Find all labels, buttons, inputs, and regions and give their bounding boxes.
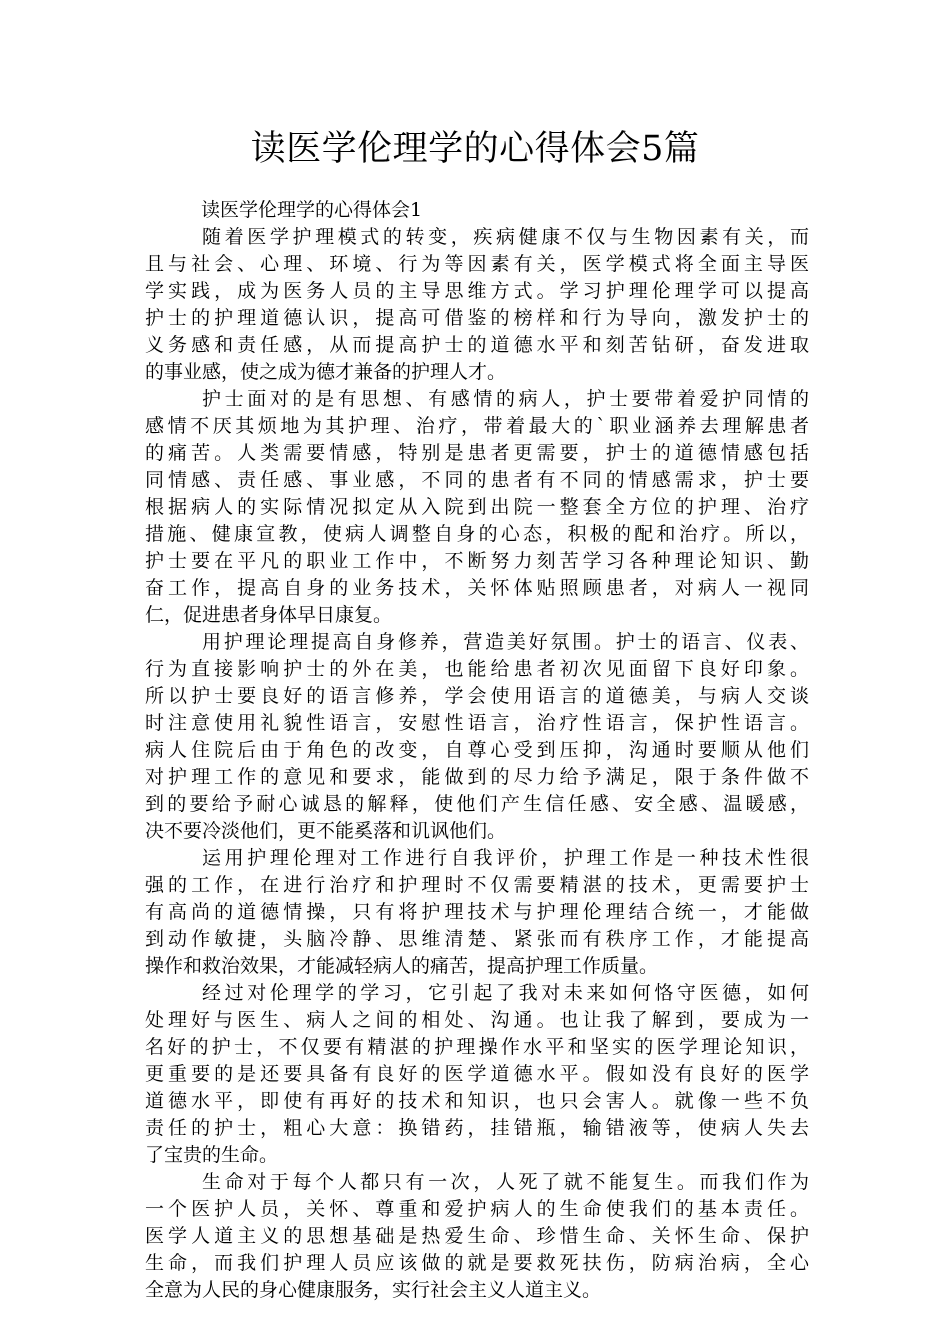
paragraph-line: 名好的护士，不仅要有精湛的护理操作水平和坚实的医学理论知识， [145,1036,809,1058]
paragraph-line: 强的工作，在进行治疗和护理时不仅需要精湛的技术，更需要护士 [145,874,809,896]
paragraph-line: 了宝贵的生命。 [145,1144,279,1166]
paragraph-line: 学实践，成为医务人员的主导思维方式。学习护理伦理学可以提高 [145,280,809,302]
paragraph [145,980,809,1169]
paragraph-line: 措施、健康宣教，使病人调整自身的心态，积极的配和治疗。所以， [145,523,809,545]
paragraph [145,629,809,845]
paragraph-line: 道德水平，即使有再好的技术和知识，也只会害人。就像一些不负 [145,1090,809,1112]
paragraph-line: 的痛苦。人类需要情感，特别是患者更需要，护士的道德情感包括 [145,442,809,464]
paragraph-line: 全意为人民的身心健康服务，实行社会主义人道主义。 [145,1279,602,1301]
paragraph-line: 责任的护士，粗心大意：换错药，挂错瓶，输错液等，使病人失去 [145,1117,809,1139]
document-title: 读医学伦理学的心得体会5篇 [250,129,700,169]
paragraph-line: 根据病人的实际情况拟定从入院到出院一整套全方位的护理、治疗 [145,496,809,518]
paragraph-line: 奋工作，提高自身的业务技术，关怀体贴照顾患者，对病人一视同 [145,577,809,599]
paragraph-line: 病人住院后由于角色的改变，自尊心受到压抑，沟通时要顺从他们 [145,739,809,761]
paragraph [145,224,809,386]
paragraph-line: 决不要冷淡他们，更不能奚落和讥讽他们。 [145,820,507,842]
paragraph-line: 护士要在平凡的职业工作中，不断努力刻苦学习各种理论知识、勤 [145,550,809,572]
paragraph-line: 对护理工作的意见和要求，能做到的尽力给予满足，限于条件做不 [145,766,809,788]
paragraph-line: 护士的护理道德认识，提高可借鉴的榜样和行为导向，激发护士的 [145,307,809,329]
paragraph-line: 护士面对的是有思想、有感情的病人，护士要带着爱护同情的 [202,388,809,410]
paragraph [145,1169,809,1304]
paragraph-line: 所以护士要良好的语言修养，学会使用语言的道德美，与病人交谈 [145,685,809,707]
paragraph-line: 且与社会、心理、环境、行为等因素有关，医学模式将全面主导医 [145,253,809,275]
paragraph-line: 的事业感，使之成为德才兼备的护理人才。 [145,361,507,383]
paragraph-line: 有高尚的道德情操，只有将护理技术与护理伦理结合统一，才能做 [145,901,809,923]
paragraph [145,845,809,980]
paragraph-line: 行为直接影响护士的外在美，也能给患者初次见面留下良好印象。 [145,658,809,680]
paragraph-line: 同情感、责任感、事业感，不同的患者有不同的情感需求，护士要 [145,469,809,491]
paragraph-line: 医学人道主义的思想基础是热爱生命、珍惜生命、关怀生命、保护 [145,1225,809,1247]
paragraph-line: 到的要给予耐心诚恳的解释，使他们产生信任感、安全感、温暖感， [145,793,809,815]
document-body [145,197,809,1304]
paragraph-line: 用护理论理提高自身修养，营造美好氛围。护士的语言、仪表、 [202,631,809,653]
paragraph-line: 义务感和责任感，从而提高护士的道德水平和刻苦钻研，奋发进取 [145,334,809,356]
section-heading: 读医学伦理学的心得体会1 [201,199,423,221]
paragraph-line: 经过对伦理学的学习，它引起了我对未来如何恪守医德，如何 [202,982,809,1004]
paragraph-line: 感情不厌其烦地为其护理、治疗，带着最大的`职业涵养去理解患者 [145,415,809,437]
paragraph-line: 随着医学护理模式的转变，疾病健康不仅与生物因素有关，而 [202,226,809,248]
paragraph-line: 一个医护人员，关怀、尊重和爱护病人的生命使我们的基本责任。 [145,1198,809,1220]
paragraph-line: 生命对于每个人都只有一次，人死了就不能复生。而我们作为 [202,1171,809,1193]
paragraph-line: 更重要的是还要具备有良好的医学道德水平。假如没有良好的医学 [145,1063,809,1085]
paragraph-line: 运用护理伦理对工作进行自我评价，护理工作是一种技术性很 [202,847,809,869]
paragraph-line: 生命，而我们护理人员应该做的就是要救死扶伤，防病治病，全心 [145,1252,809,1274]
paragraph [145,386,809,629]
paragraph-line: 仁，促进患者身体早日康复。 [145,604,393,626]
paragraph-line: 处理好与医生、病人之间的相处、沟通。也让我了解到，要成为一 [145,1009,809,1031]
paragraph-line: 到动作敏捷，头脑冷静、思维清楚、紧张而有秩序工作，才能提高 [145,928,809,950]
paragraph-line: 时注意使用礼貌性语言，安慰性语言，治疗性语言，保护性语言。 [145,712,809,734]
paragraph-line: 操作和救治效果，才能减轻病人的痛苦，提高护理工作质量。 [145,955,659,977]
